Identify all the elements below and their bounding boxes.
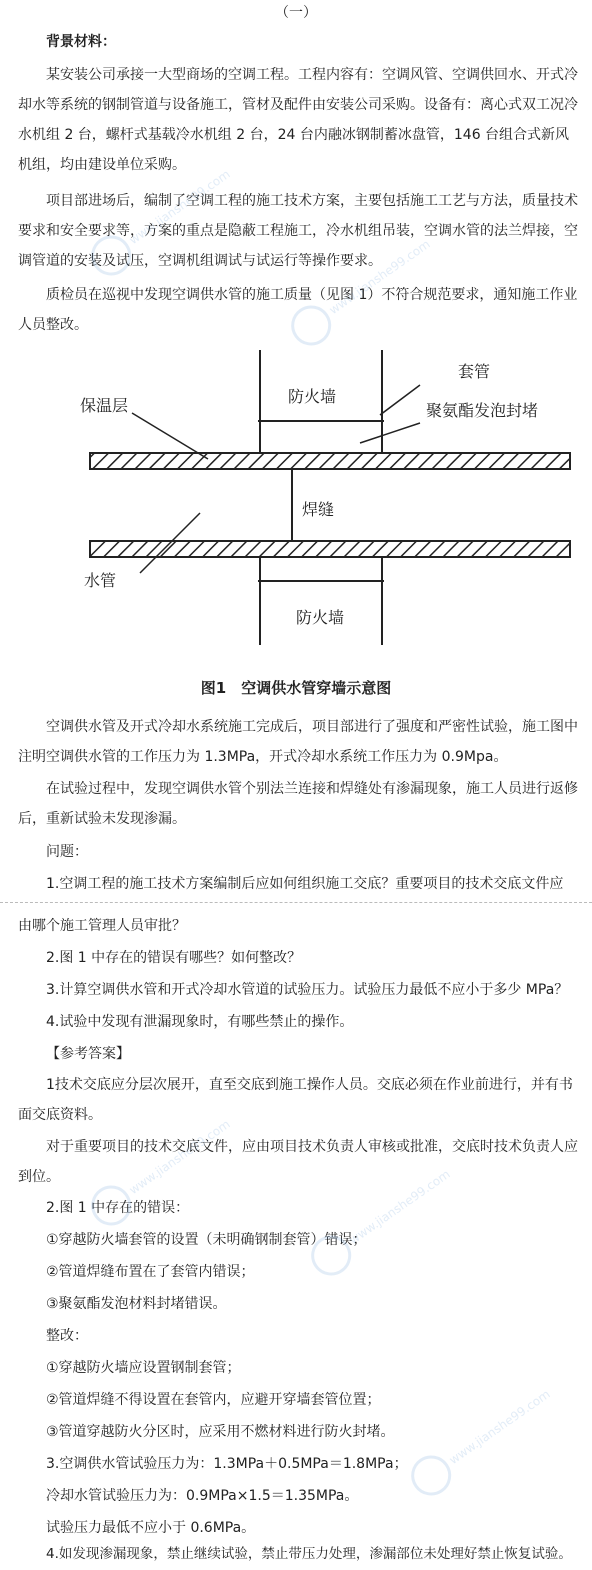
answer-2-heading: 2.图 1 中存在的错误： xyxy=(46,1200,190,1216)
test-paragraph-1: 空调供水管及开式冷却水系统施工完成后，项目部进行了强度和严密性试验，施工图中注明空调供水管的工作压力为 1.3MPa，开式冷却水系统工作压力为 0.9Mpa。 xyxy=(18,719,578,765)
label-firewall-bottom: 防火墙 xyxy=(296,608,345,627)
watermark-logo: www.jianshe99.com xyxy=(283,227,440,354)
background-paragraph-3: 质检员在巡视中发现空调供水管的施工质量（见图 1）不符合规范要求，通知施工作业人员整改。 xyxy=(18,287,578,333)
background-paragraph-1: 某安装公司承接一大型商场的空调工程。工程内容有：空调风管、空调供回水、开式冷却水等系统的钢制管道与设备施工，管材及配件由安装公司采购。设备有：离心式双工况冷水机组 2 台，螺杆式基载冷水机组 2 台，24 台内融冰钢制蓄冰盘管，146 台组合式新风机组，均由建设单位采购。 xyxy=(18,67,578,173)
question-2: 2.图 1 中存在的错误有哪些？如何整改？ xyxy=(46,950,302,966)
answer-3-line-3: 试验压力最低不应小于 0.6MPa。 xyxy=(46,1520,256,1536)
answer-2-error-3: ③聚氨酯发泡材料封堵错误。 xyxy=(46,1296,227,1312)
watermark-logo: www.jianshe99.com xyxy=(403,1377,560,1504)
answer-2-error-1: ①穿越防火墙套管的设置（未明确钢制套管）错误； xyxy=(46,1232,367,1248)
test-paragraph-2: 在试验过程中，发现空调供水管个别法兰连接和焊缝处有渗漏现象，施工人员进行返修后，重新试验未发现渗漏。 xyxy=(18,781,578,827)
question-4: 4.试验中发现有泄漏现象时，有哪些禁止的操作。 xyxy=(46,1014,354,1030)
answer-1-part-2: 对于重要项目的技术交底文件，应由项目技术负责人审核或批准，交底时技术负责人应到位。 xyxy=(18,1139,578,1185)
insulation-layer-bottom xyxy=(90,541,570,557)
answer-2-fix-2: ②管道焊缝不得设置在套管内，应避开穿墙套管位置； xyxy=(46,1392,381,1408)
watermark-logo: www.jianshe99.com xyxy=(303,1157,460,1284)
page-break xyxy=(0,902,592,903)
figure-caption: 图1 空调供水管穿墙示意图 xyxy=(200,679,392,697)
watermark-logo: www.jianshe99.com xyxy=(83,157,240,284)
watermark-logo: www.jianshe99.com xyxy=(83,1107,240,1234)
label-firewall-top: 防火墙 xyxy=(288,387,337,406)
answer-4: 4.如发现渗漏现象，禁止继续试验，禁止带压力处理，渗漏部位未处理好禁止恢复试验。 xyxy=(46,1546,572,1562)
background-paragraph-2: 项目部进场后，编制了空调工程的施工技术方案，主要包括施工工艺与方法，质量技术要求和安全要求等，方案的重点是隐蔽工程施工，冷水机组吊装，空调水管的法兰焊接，空调管道的安装及试压，空调机组调试与试运行等操作要求。 xyxy=(18,193,578,269)
label-insulation: 保温层 xyxy=(80,396,129,415)
answer-2-fix-1: ①穿越防火墙应设置钢制套管； xyxy=(46,1360,241,1376)
answer-3-line-1: 3.空调供水管试验压力为：1.3MPa＋0.5MPa＝1.8MPa； xyxy=(46,1456,408,1472)
question-1: 1.空调工程的施工技术方案编制后应如何组织施工交底？重要项目的技术交底文件应 xyxy=(46,876,564,892)
questions-heading: 问题： xyxy=(46,844,88,860)
answer-2-error-2: ②管道焊缝布置在了套管内错误； xyxy=(46,1264,255,1280)
answer-2-fix-3: ③管道穿越防火分区时，应采用不燃材料进行防火封堵。 xyxy=(46,1424,395,1440)
label-water-pipe: 水管 xyxy=(84,571,117,590)
question-3: 3.计算空调供水管和开式冷却水管道的试验压力。试验压力最低不应小于多少 MPa？ xyxy=(46,982,569,998)
label-foam-sealing: 聚氨酯发泡封堵 xyxy=(426,401,539,420)
section-number: （一） xyxy=(275,5,317,21)
background-heading: 背景材料： xyxy=(46,34,116,50)
answer-2-fix-heading: 整改： xyxy=(46,1328,88,1344)
insulation-layer-top xyxy=(90,453,570,469)
label-sleeve: 套管 xyxy=(458,362,491,381)
question-1-continued: 由哪个施工管理人员审批？ xyxy=(18,918,186,934)
answer-1: 1技术交底应分层次展开，直至交底到施工操作人员。交底必须在作业前进行，并有书面交底资料。 xyxy=(18,1077,573,1123)
answers-heading: 【参考答案】 xyxy=(46,1046,130,1062)
answer-3-line-2: 冷却水管试验压力为：0.9MPa×1.5＝1.35MPa。 xyxy=(46,1488,359,1504)
label-weld: 焊缝 xyxy=(302,500,335,519)
